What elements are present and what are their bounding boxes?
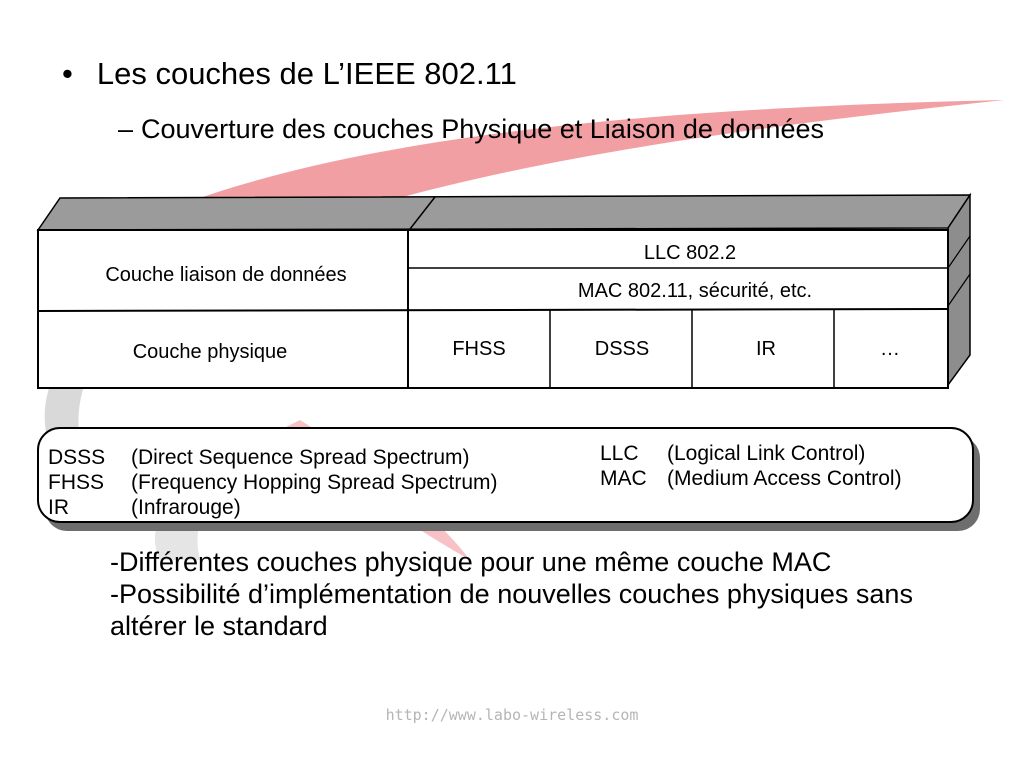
mac-label: MAC 802.11, sécurité, etc.	[577, 280, 813, 302]
legend-full-mac: (Medium Access Control)	[667, 467, 902, 490]
legend-abbr-llc: LLC	[600, 442, 639, 465]
phy-dsss-label: DSSS	[594, 338, 650, 360]
diagram-top-face	[38, 195, 970, 230]
footer-url: http://www.labo-wireless.com	[385, 706, 639, 724]
bullet-symbol: •	[62, 56, 73, 91]
phy-fhss-label: FHSS	[452, 338, 506, 360]
phy-more-label: …	[880, 338, 900, 360]
phy-ir-label: IR	[756, 338, 776, 360]
legend-full-llc: (Logical Link Control)	[667, 442, 866, 465]
layer-data-link-label: Couche liaison de données	[105, 264, 347, 286]
llc-label: LLC 802.2	[643, 242, 737, 264]
note-item: -Possibilité d’implémentation de nouvelles couches physiques sans altérer le standard	[110, 579, 913, 641]
legend-full-dsss: (Direct Sequence Spread Spectrum)	[131, 446, 470, 469]
legend-abbr-dsss: DSSS	[48, 446, 106, 469]
legend-abbr-mac: MAC	[600, 467, 647, 490]
note-item: -Différentes couches physique pour une même couche MAC	[110, 547, 832, 577]
legend-abbr-ir: IR	[48, 496, 69, 519]
sub-bullet-dash: –	[118, 114, 134, 144]
legend-abbr-fhss: FHSS	[48, 471, 105, 494]
legend-full-fhss: (Frequency Hopping Spread Spectrum)	[131, 471, 498, 494]
notes	[110, 546, 930, 642]
legend-full-ir: (Infrarouge)	[131, 496, 241, 519]
layer-physical-label: Couche physique	[132, 341, 288, 363]
slide-title: Les couches de L’IEEE 802.11	[96, 56, 517, 91]
slide-subtitle: Couverture des couches Physique et Liaison de données	[141, 114, 824, 144]
